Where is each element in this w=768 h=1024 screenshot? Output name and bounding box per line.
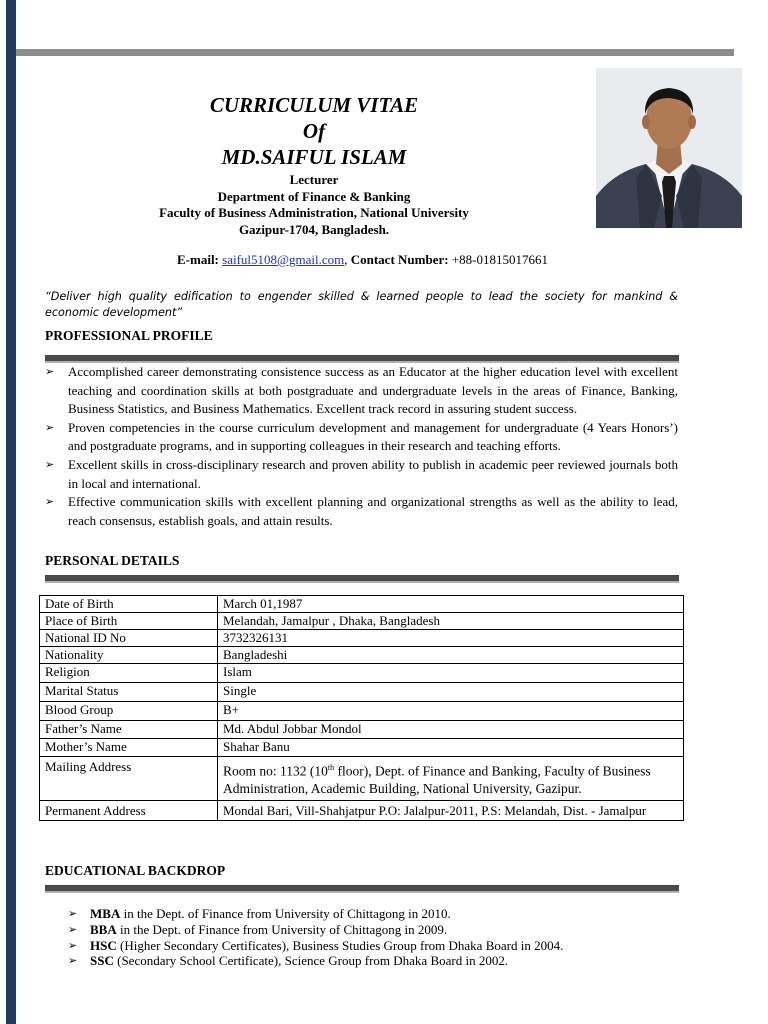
list-item <box>68 906 688 922</box>
row-label: Place of Birth <box>40 613 218 630</box>
list-item <box>45 419 678 456</box>
degree-name: HSC <box>90 937 117 953</box>
cv-header <box>120 92 508 238</box>
mission-quote: “Deliver high quality edification to engender skilled & learned people to lead the society for mankind & economic development” <box>45 290 678 319</box>
cv-title: CURRICULUM VITAE <box>209 93 419 117</box>
table-row <box>40 664 684 683</box>
row-value: Islam <box>218 664 684 683</box>
table-row <box>40 596 684 613</box>
section-rule-profile <box>45 355 679 361</box>
section-rule-education <box>45 885 679 891</box>
row-value: Single <box>218 683 684 702</box>
arrow-bullet-icon: ➢ <box>68 922 78 936</box>
institution-address: Gazipur-1704, Bangladesh. <box>238 221 390 237</box>
profile-photo <box>596 68 742 228</box>
contact-separator: , <box>344 252 348 267</box>
section-heading-education: EDUCATIONAL BACKDROP <box>45 863 226 878</box>
arrow-bullet-icon: ➢ <box>45 420 55 434</box>
row-value: March 01,1987 <box>218 596 684 613</box>
phone-number: +88-01815017661 <box>451 252 548 267</box>
email-label: E-mail: <box>177 252 219 267</box>
row-label: Date of Birth <box>40 596 218 613</box>
table-row <box>40 647 684 664</box>
education-list <box>68 906 688 969</box>
section-heading-profile: PROFESSIONAL PROFILE <box>45 328 213 343</box>
list-item <box>68 922 688 938</box>
list-item <box>45 493 678 530</box>
department-name: Department of Finance & Banking <box>217 188 411 204</box>
row-value: B+ <box>218 702 684 721</box>
row-value: 3732326131 <box>218 630 684 647</box>
arrow-bullet-icon: ➢ <box>68 938 78 952</box>
row-value: Mondal Bari, Vill-Shahjatpur P.O: Jalalpur-2011, P.S: Melandah, Dist. - Jamalpur <box>218 800 684 820</box>
profile-item-text: Excellent skills in cross-disciplinary research and proven ability to publish in academic peer reviewed journals both in local and international. <box>68 456 678 491</box>
table-row <box>40 721 684 739</box>
mailing-address-value <box>218 757 684 801</box>
row-value: Melandah, Jamalpur , Dhaka, Bangladesh <box>218 613 684 630</box>
row-value: Md. Abdul Jobbar Mondol <box>218 721 684 739</box>
degree-name: SSC <box>90 953 114 969</box>
mailing-address-part: floor), Dept. of Finance and Banking, Faculty of Business Administration, Academic Building, National University, Gazipur. <box>223 763 651 796</box>
row-label: Blood Group <box>40 702 218 721</box>
cv-title-of: Of <box>302 119 326 143</box>
contact-line <box>40 252 685 268</box>
personal-details-table <box>39 595 684 821</box>
profile-item-text: Proven competencies in the course curriculum development and management for undergraduate (4 Years Honors’) and postgraduate programs, and in supporting colleagues in their research and teaching efforts. <box>68 419 678 454</box>
left-border-bar <box>6 0 16 1024</box>
section-heading-personal: PERSONAL DETAILS <box>45 553 180 568</box>
arrow-bullet-icon: ➢ <box>45 495 55 509</box>
degree-detail: in the Dept. of Finance from University of Chittagong in 2010. <box>120 906 451 921</box>
table-row <box>40 613 684 630</box>
section-rule-personal <box>45 575 679 581</box>
faculty-name: Faculty of Business Administration, National University <box>159 205 469 220</box>
list-item <box>45 456 678 493</box>
row-label: Marital Status <box>40 683 218 702</box>
row-label: Religion <box>40 664 218 683</box>
row-label: Mailing Address <box>40 757 218 801</box>
portrait-image <box>596 68 742 228</box>
ordinal-suffix: th <box>327 763 335 772</box>
arrow-bullet-icon: ➢ <box>45 365 55 378</box>
row-label: Permanent Address <box>40 800 218 820</box>
row-label: Mother’s Name <box>40 739 218 757</box>
row-value: Shahar Banu <box>218 739 684 757</box>
row-value: Bangladeshi <box>218 647 684 664</box>
table-row <box>40 630 684 647</box>
arrow-bullet-icon: ➢ <box>68 954 78 968</box>
email-link[interactable]: saiful5108@gmail.com <box>222 252 345 267</box>
row-label: Father’s Name <box>40 721 218 739</box>
list-item <box>68 938 688 954</box>
mailing-address-part: Room no: 1132 (10 <box>223 763 328 779</box>
candidate-name: MD.SAIFUL ISLAM <box>221 145 407 169</box>
phone-label: Contact Number: <box>350 252 449 267</box>
row-label: Nationality <box>40 647 218 664</box>
profile-item-text: Effective communication skills with excellent planning and organizational strengths as well as the ability to lead, reach consensus, establish goals, and attain results. <box>68 494 678 528</box>
list-item <box>45 363 678 419</box>
degree-detail: (Secondary School Certificate), Science Group from Dhaka Board in 2002. <box>113 953 509 969</box>
top-divider <box>16 49 734 56</box>
arrow-bullet-icon: ➢ <box>45 457 55 471</box>
table-row <box>40 683 684 702</box>
position-title: Lecturer <box>289 172 339 187</box>
profile-item-text: Accomplished career demonstrating consistence success as an Educator at the higher education level with excellent teaching and coordination skills at both postgraduate and undergraduate levels in the areas of Finance, Banking, Business Statistics, and Business Mathematics. Excellent track record in assuring student success. <box>68 364 678 417</box>
degree-detail: (Higher Secondary Certificates), Business Studies Group from Dhaka Board in 2004. <box>116 937 564 953</box>
arrow-bullet-icon: ➢ <box>68 907 78 920</box>
table-row <box>40 702 684 721</box>
table-row <box>40 800 684 820</box>
degree-name: MBA <box>90 906 121 921</box>
table-row <box>40 757 684 801</box>
row-label: National ID No <box>40 630 218 647</box>
degree-detail: in the Dept. of Finance from University of Chittagong in 2009. <box>116 921 448 937</box>
list-item <box>68 953 688 969</box>
table-row <box>40 739 684 757</box>
degree-name: BBA <box>90 921 117 937</box>
profile-list <box>45 363 678 530</box>
